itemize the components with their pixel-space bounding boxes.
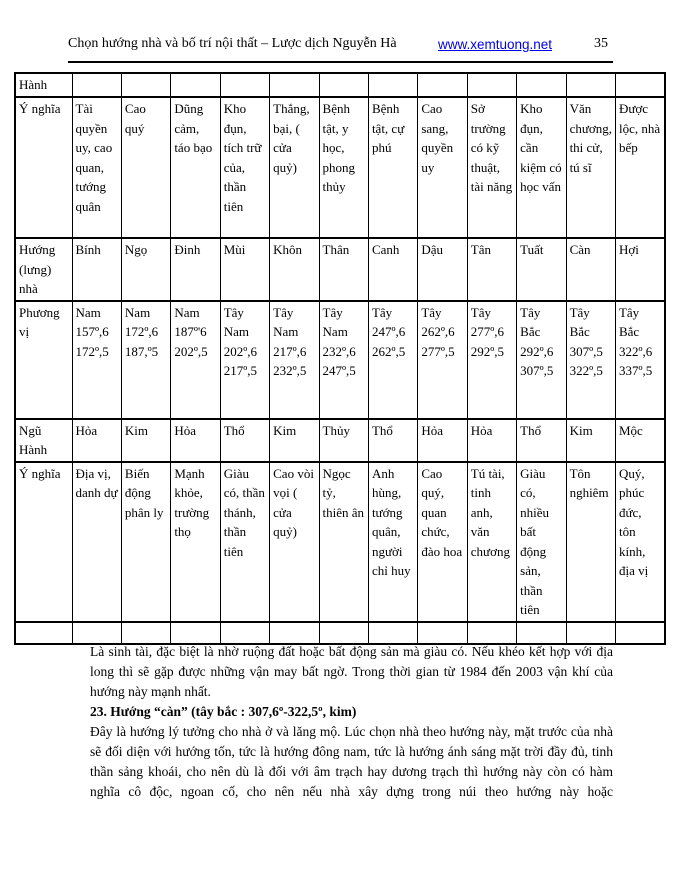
table-cell: Thổ bbox=[220, 419, 269, 462]
table-cell: Bệnh tật, cự phú bbox=[368, 97, 417, 238]
row-label-cell: Ngũ Hành bbox=[15, 419, 72, 462]
table-cell: Giàu có, nhiều bất động sản, thần tiên bbox=[517, 462, 566, 622]
body-text-block bbox=[90, 642, 613, 802]
paragraph-huong-can: Đây là hướng lý tưởng cho nhà ở và lăng mộ. Lúc chọn nhà theo hướng này, mặt trước của nhà sẽ đối diện với hướng tốn, tức là hướng đông nam, tức là hướng ánh sáng mặt trời đầy đủ, tinh thần sảng khoái, cho nên dù là đối với âm trạch hay dương trạch thì hướng này còn có hàm nghĩa cô độc, ngoan cố, cho nên nếu nhà xây dựng trong núi theo hướng này hoặc bbox=[90, 724, 613, 799]
table-cell: Tây 247º,6 262º,5 bbox=[368, 301, 417, 419]
row-label-cell bbox=[15, 622, 72, 644]
table-cell: Thắng, bại, ( cửa quỷ) bbox=[270, 97, 319, 238]
table-cell: Mộc bbox=[615, 419, 665, 462]
table-row bbox=[15, 73, 665, 97]
table-cell: Canh bbox=[368, 238, 417, 301]
section-heading-23: 23. Hướng “càn” (tây bắc : 307,6º-322,5º, kim) bbox=[90, 704, 357, 719]
table-cell: Hỏa bbox=[467, 419, 516, 462]
table-cell bbox=[566, 622, 615, 644]
table-cell bbox=[171, 622, 220, 644]
header-divider bbox=[68, 61, 613, 63]
table-cell bbox=[220, 73, 269, 97]
table-cell: Ngọ bbox=[121, 238, 170, 301]
row-label-cell: Ý nghĩa bbox=[15, 462, 72, 622]
table-cell: Tây 262º,6 277º,5 bbox=[418, 301, 467, 419]
table-cell: Nam 172º,6 187,º5 bbox=[121, 301, 170, 419]
table-cell: Thổ bbox=[517, 419, 566, 462]
table-cell: Tây Nam 217º,6 232º,5 bbox=[270, 301, 319, 419]
table-cell: Tây Bắc 292º,6 307º,5 bbox=[517, 301, 566, 419]
table-cell: Tài quyền uy, cao quan, tướng quân bbox=[72, 97, 121, 238]
table-cell bbox=[517, 622, 566, 644]
page-number: 35 bbox=[594, 36, 608, 51]
table-cell: Tú tài, tinh anh, văn chương bbox=[467, 462, 516, 622]
table-cell: Kho đụn, tích trữ của, thần tiên bbox=[220, 97, 269, 238]
table-cell: Thổ bbox=[368, 419, 417, 462]
table-cell: Nam 157º,6 172º,5 bbox=[72, 301, 121, 419]
table-cell bbox=[270, 73, 319, 97]
table-cell: Mạnh khỏe, trường thọ bbox=[171, 462, 220, 622]
table-cell bbox=[467, 73, 516, 97]
table-cell: Nam 187º'6 202º,5 bbox=[171, 301, 220, 419]
table-cell: Tuất bbox=[517, 238, 566, 301]
table-cell: Hỏa bbox=[418, 419, 467, 462]
table-cell: Khôn bbox=[270, 238, 319, 301]
table-cell: Cao quý bbox=[121, 97, 170, 238]
table-cell: Kho đụn, cần kiệm có học vấn bbox=[517, 97, 566, 238]
table-cell bbox=[171, 73, 220, 97]
table-cell: Kim bbox=[121, 419, 170, 462]
table-cell: Ngọc tỷ, thiên ân bbox=[319, 462, 368, 622]
table-cell: Kim bbox=[270, 419, 319, 462]
table-row bbox=[15, 301, 665, 419]
row-label-cell: Ý nghĩa bbox=[15, 97, 72, 238]
table-cell: Kim bbox=[566, 419, 615, 462]
table-cell bbox=[368, 622, 417, 644]
table-cell bbox=[319, 73, 368, 97]
table-cell: Tôn nghiêm bbox=[566, 462, 615, 622]
table-cell: Hỏa bbox=[171, 419, 220, 462]
table-cell: Cao quý, quan chức, đào hoa bbox=[418, 462, 467, 622]
table-cell: Tây Bắc 322º,6 337º,5 bbox=[615, 301, 665, 419]
table-row bbox=[15, 622, 665, 644]
table-cell: Được lộc, nhà bếp bbox=[615, 97, 665, 238]
table-cell bbox=[615, 622, 665, 644]
table-cell: Anh hùng, tướng quân, người chỉ huy bbox=[368, 462, 417, 622]
table-cell bbox=[517, 73, 566, 97]
table-cell bbox=[418, 73, 467, 97]
direction-meaning-table bbox=[14, 72, 666, 645]
table-cell: Hợi bbox=[615, 238, 665, 301]
table-cell bbox=[220, 622, 269, 644]
table-cell: Thủy bbox=[319, 419, 368, 462]
table-cell: Tân bbox=[467, 238, 516, 301]
table-cell: Tây Bắc 307º,5 322º,5 bbox=[566, 301, 615, 419]
table-cell bbox=[121, 73, 170, 97]
table-cell: Đinh bbox=[171, 238, 220, 301]
table-cell bbox=[72, 73, 121, 97]
table-cell: Giàu có, thần thánh, thần tiên bbox=[220, 462, 269, 622]
table-row bbox=[15, 97, 665, 238]
table-cell: Quý, phúc đức, tôn kính, địa vị bbox=[615, 462, 665, 622]
row-label-cell: Phương vị bbox=[15, 301, 72, 419]
table-row bbox=[15, 419, 665, 462]
table-cell: Tây Nam 232º,6 247º,5 bbox=[319, 301, 368, 419]
table-cell bbox=[566, 73, 615, 97]
table-cell: Văn chương, thi cử, tú sĩ bbox=[566, 97, 615, 238]
paragraph-sinh-tai: Là sinh tài, đặc biệt là nhờ ruộng đất hoặc bất động sản mà giàu có. Nếu khéo kết hợp với địa long thì sẽ gặp được những vận may bất ngờ. Trong thời gian từ 1984 đến 2003 vận khí của hướng này mạnh nhất. bbox=[90, 644, 613, 699]
table-cell: Bính bbox=[72, 238, 121, 301]
page-title: Chọn hướng nhà và bố trí nội thất – Lược dịch Nguyễn Hà bbox=[68, 36, 397, 51]
table-cell: Cao sang, quyền uy bbox=[418, 97, 467, 238]
table-cell bbox=[368, 73, 417, 97]
table-cell bbox=[467, 622, 516, 644]
table-cell bbox=[418, 622, 467, 644]
table-cell: Thân bbox=[319, 238, 368, 301]
table-cell: Hỏa bbox=[72, 419, 121, 462]
table-cell: Tây 277º,6 292º,5 bbox=[467, 301, 516, 419]
table-cell: Càn bbox=[566, 238, 615, 301]
table-cell: Cao vòi vọi ( cửa quỷ) bbox=[270, 462, 319, 622]
table-cell bbox=[270, 622, 319, 644]
table-cell: Sở trường có kỹ thuật, tài năng bbox=[467, 97, 516, 238]
table-row bbox=[15, 238, 665, 301]
table-row bbox=[15, 462, 665, 622]
table-cell: Mùi bbox=[220, 238, 269, 301]
table-cell: Dậu bbox=[418, 238, 467, 301]
row-label-cell: Hướng (lưng) nhà bbox=[15, 238, 72, 301]
table-cell bbox=[121, 622, 170, 644]
table-cell bbox=[72, 622, 121, 644]
table-cell: Dũng cảm, táo bạo bbox=[171, 97, 220, 238]
table-cell: Địa vị, danh dự bbox=[72, 462, 121, 622]
table-cell: Tây Nam 202º,6 217º,5 bbox=[220, 301, 269, 419]
table-cell bbox=[319, 622, 368, 644]
table-cell: Bệnh tật, y học, phong thủy bbox=[319, 97, 368, 238]
table-cell: Biến động phân ly bbox=[121, 462, 170, 622]
row-label-cell: Hành bbox=[15, 73, 72, 97]
table-cell bbox=[615, 73, 665, 97]
website-link[interactable]: www.xemtuong.net bbox=[438, 37, 553, 52]
